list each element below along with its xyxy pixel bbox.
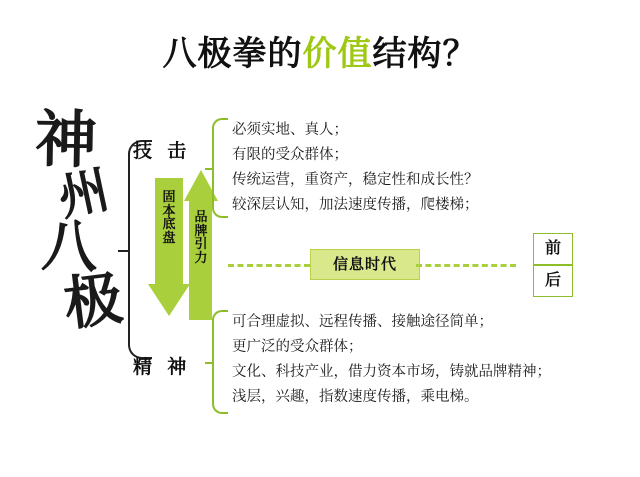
title-highlight: 价值 xyxy=(302,35,373,73)
box-back: 后 xyxy=(533,265,573,297)
title-prefix: 八极拳的 xyxy=(162,35,303,73)
list-item: 必须实地、真人； xyxy=(232,122,348,138)
box-front: 前 xyxy=(533,233,573,265)
info-age-box: 信息时代 xyxy=(310,249,420,280)
list-item: 传统运营，重资产，稳定性和成长性？ xyxy=(232,172,479,188)
title-suffix: 结构？ xyxy=(372,35,478,73)
list-item: 有限的受众群体； xyxy=(232,147,348,163)
category-label-spirit: 精 神 xyxy=(133,357,192,378)
list-item: 文化、科技产业，借力资本市场，铸就品牌精神； xyxy=(232,364,551,380)
dashed-line-right xyxy=(416,264,516,267)
dashed-line-left xyxy=(228,264,310,267)
page-title xyxy=(0,26,640,75)
calligraphy-char-1: 神 xyxy=(34,102,96,177)
calligraphy-char-4: 极 xyxy=(60,263,125,339)
calligraphy-block xyxy=(12,102,142,404)
list-item: 更广泛的受众群体； xyxy=(232,339,363,355)
brace-spirit-points xyxy=(212,310,228,414)
list-item: 可合理虚拟、远程传播、接触途径简单； xyxy=(232,314,493,330)
calligraphy-char-2: 州 xyxy=(53,159,113,228)
spirit-points-list xyxy=(232,310,551,410)
arrow-up-label: 品牌引力 xyxy=(194,209,208,265)
arrow-down-label: 固本底盘 xyxy=(162,189,176,245)
combat-points-list xyxy=(232,118,479,218)
brace-combat-points xyxy=(212,118,228,218)
list-item: 浅层，兴趣，指数速度传播，乘电梯。 xyxy=(232,389,479,405)
category-label-combat: 技 击 xyxy=(133,141,192,162)
list-item: 较深层认知，加法速度传播，爬楼梯； xyxy=(232,197,479,213)
calligraphy-char-3: 八 xyxy=(40,212,97,281)
